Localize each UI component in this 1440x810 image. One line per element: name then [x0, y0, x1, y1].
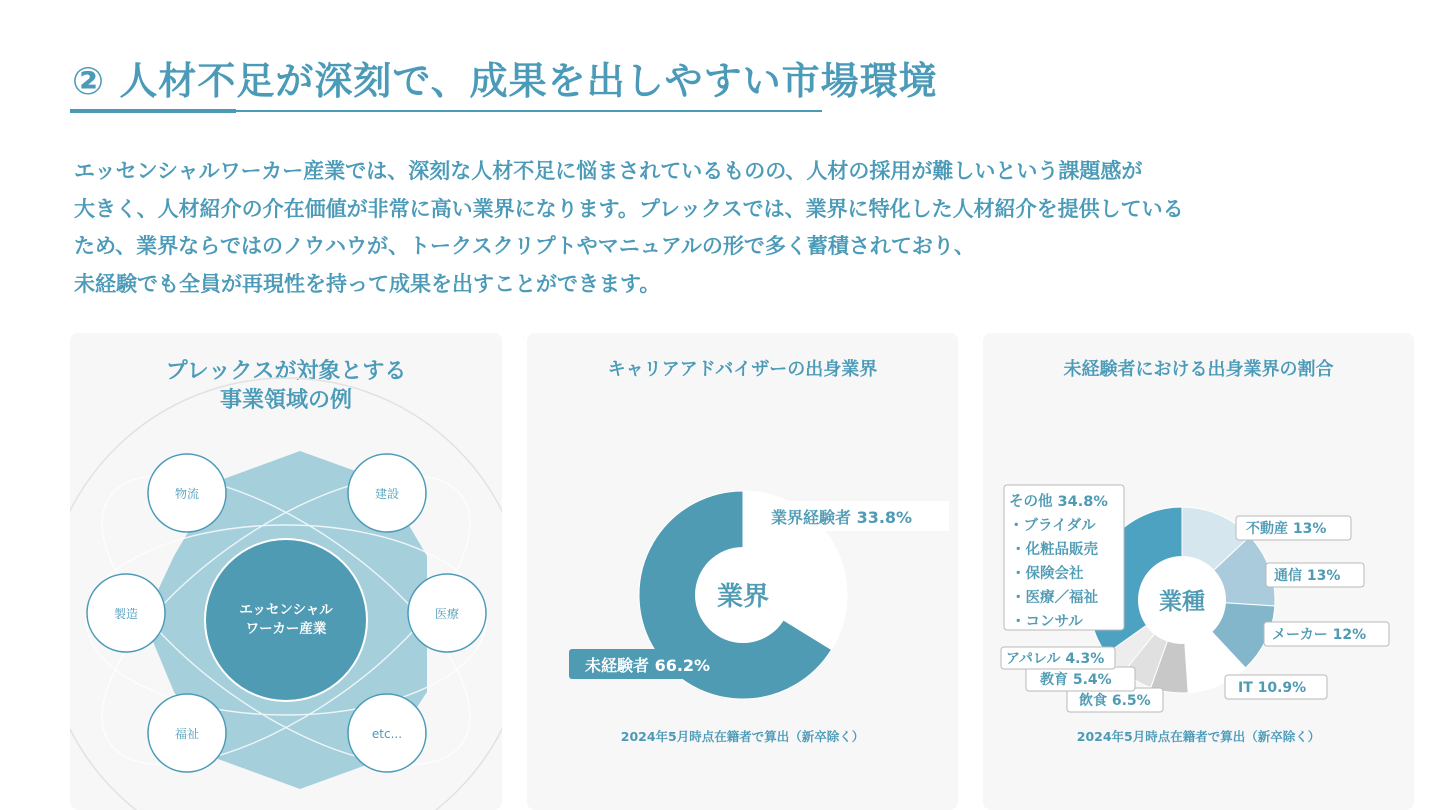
donut-center-label: 業種	[1159, 589, 1205, 615]
center-label-line2: ワーカー産業	[245, 621, 327, 637]
center-label-line1: エッセンシャル	[239, 602, 333, 618]
page-title: ② 人材不足が深刻で、成果を出しやすい市場環境	[72, 59, 938, 103]
domain-card-title-line2: 事業領域の例	[219, 388, 352, 413]
donut-center-label: 業界	[716, 582, 770, 612]
slice-label-inexperienced: 未経験者 66.2%	[585, 656, 711, 675]
slice-label-apparel: アパレル 4.3%	[1006, 651, 1105, 667]
domain-card	[70, 333, 502, 810]
industry-chart-note: 2024年5月時点在籍者で算出（新卒除く）	[1076, 729, 1321, 744]
slice-label-maker: メーカー 12%	[1272, 627, 1367, 643]
slice-label-food: 飲食 6.5%	[1079, 693, 1151, 709]
node-logistics-label: 物流	[174, 487, 200, 501]
center-circle	[205, 539, 367, 701]
other-breakdown-item: ・医療／福祉	[1011, 590, 1098, 606]
intro-line: ため、業界ならではのノウハウが、トークスクリプトやマニュアルの形で多く蓄積されており、	[74, 234, 975, 258]
node-etc-label: etc...	[371, 727, 403, 741]
node-construction-label: 建設	[374, 487, 400, 501]
intro-line: 未経験でも全員が再現性を持って成果を出すことができます。	[74, 271, 661, 296]
intro-line: エッセンシャルワーカー産業では、深刻な人材不足に悩まされているものの、人材の採用が難しいという課題感が	[74, 159, 1143, 183]
intro-text	[74, 153, 1374, 303]
industry-background-card	[983, 333, 1414, 810]
advisor-chart-title: キャリアアドバイザーの出身業界	[607, 359, 878, 380]
other-breakdown-item: ・化粧品販売	[1011, 542, 1098, 558]
slice-label-it: IT 10.9%	[1238, 680, 1307, 696]
advisor-background-card	[527, 333, 958, 810]
intro-line: 大きく、人材紹介の介在価値が非常に高い業界になります。プレックスでは、業界に特化した人材紹介を提供している	[74, 196, 1184, 221]
domain-card-title-line1: プレックスが対象とする	[165, 359, 407, 384]
slice-label-telecom: 通信 13%	[1274, 568, 1341, 584]
title-underline-accent	[70, 109, 236, 113]
other-breakdown-item: ・コンサル	[1011, 614, 1083, 630]
other-breakdown-item: ・ブライダル	[1009, 518, 1096, 534]
slice-label-other: その他 34.8%	[1009, 494, 1108, 510]
slice-label-education: 教育 5.4%	[1040, 672, 1112, 688]
node-manufacturing-label: 製造	[113, 607, 139, 621]
advisor-chart-note: 2024年5月時点在籍者で算出（新卒除く）	[620, 729, 865, 744]
node-medical-label: 医療	[434, 607, 460, 621]
slice-label-experienced: 業界経験者 33.8%	[771, 508, 913, 527]
node-welfare-label: 福祉	[174, 727, 200, 741]
industry-chart-title: 未経験者における出身業界の割合	[1063, 359, 1334, 380]
slice-label-realestate: 不動産 13%	[1246, 521, 1327, 537]
other-breakdown-item: ・保険会社	[1011, 566, 1084, 582]
domain-diagram	[70, 333, 502, 810]
